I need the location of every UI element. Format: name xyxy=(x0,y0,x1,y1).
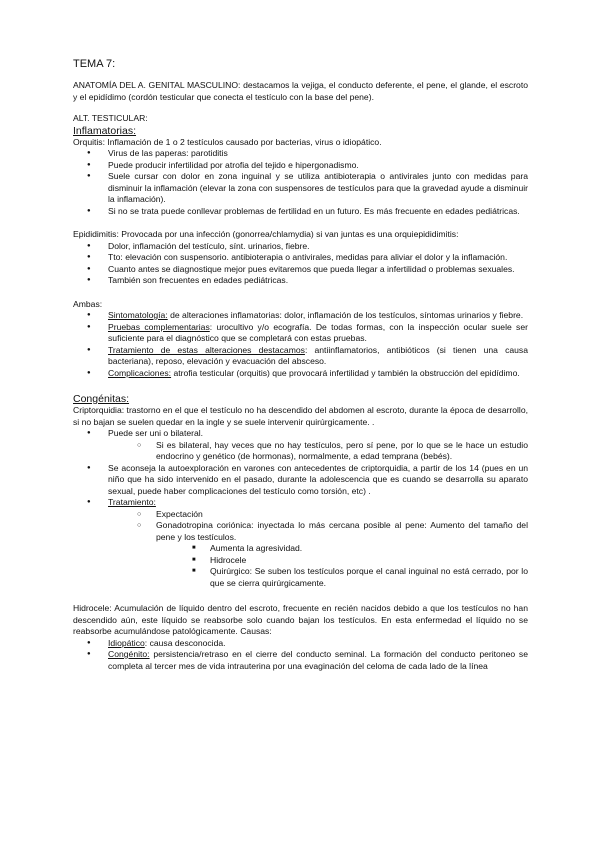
list-item: ● Se aconseja la autoexploración en varones con antecedentes de criptorquidia, a partir de los 14 (pues en un niño que ha sido intervenido en el pasado, durante la adolescencia que es cuando se desarrolla su aparato sexual, puede haber complicaciones del testículo como torsión, etc) . xyxy=(83,463,528,498)
list-item: ● Dolor, inflamación del testículo, sínt. urinarios, fiebre. xyxy=(83,241,528,253)
item-text: Gonadotropina coriónica: inyectada lo más cercana posible al pene: Aumento del tamaño del pene y los testículos. xyxy=(156,520,528,542)
item-label: Pruebas complementarias xyxy=(108,321,210,332)
item-text: de alteraciones inflamatorias: dolor, inflamación de los testículos, síntomas urinarios y fiebre. xyxy=(167,310,524,320)
list-item xyxy=(83,649,528,672)
item-text: : urocultivo y/o ecografía. De todas formas, con la inspección ocular suele ser suficiente para el diagnóstico que se completará con estas pruebas. xyxy=(108,321,528,343)
item-text: : causa desconocida. xyxy=(144,637,226,648)
list-item xyxy=(83,322,528,345)
orquitis-paragraph: Orquitis: Inflamación de 1 o 2 testículos causado por bacterias, virus o idiopático. xyxy=(73,136,382,147)
list-item xyxy=(83,497,528,589)
item-label: Tratamiento de estas alteraciones destacamos xyxy=(108,344,305,355)
item-label: Congénito: xyxy=(108,649,150,659)
sub-sub-list-item: ■ Hidrocele xyxy=(190,555,528,567)
list-item: ● Cuanto antes se diagnostique mejor pues evitaremos que pueda llegar a infertilidad o problemas sexuales. xyxy=(83,264,528,276)
list-item: ● Virus de las paperas: parotiditis xyxy=(83,148,528,160)
item-text: : antiinflamatorios, antibióticos (si tienen una causa bacteriana), reposo, elevación y evacuación del absceso. xyxy=(108,344,529,366)
criptorquidia-paragraph: Criptorquidia: trastorno en el que el testículo no ha descendido del abdomen al escroto, durante la época de desarrollo, si no bajan se suelen quedar en la ingle y se suele intervenir quirúrgicamente. . xyxy=(73,405,528,427)
sub-list xyxy=(134,440,528,463)
orquitis-list xyxy=(83,148,528,217)
list-item xyxy=(83,368,528,380)
item-text: persistencia/retraso en el cierre del conducto seminal. La formación del conducto peritoneo se completa al tercer mes de vida intrauterina por una evaginación del celoma de cada lado de la línea xyxy=(108,649,528,671)
ambas-label: Ambas: xyxy=(73,298,103,309)
document-page xyxy=(73,58,528,672)
subheading-congenitas: Congénitas: xyxy=(73,393,130,405)
item-label: Idiopático xyxy=(108,637,145,648)
section-heading-alt-testicular: ALT. TESTICULAR: xyxy=(73,113,148,123)
criptorquidia-list xyxy=(83,428,528,589)
hidrocele-paragraph: Hidrocele: Acumulación de líquido dentro del escroto, frecuente en recién nacidos debido a que los testículos no han descendido aún, este líquido se reabsorbe solo cuando bajan los testículos. En esta enfermedad el líquido no se reabsorbe acumulándose patológicamente. Causas: xyxy=(73,603,528,636)
epididimitis-list xyxy=(83,241,528,287)
sub-list-item: ○ Expectación xyxy=(134,509,528,521)
item-label: Complicaciones: xyxy=(108,367,172,378)
page-title: TEMA 7: xyxy=(73,58,116,70)
sub-list xyxy=(134,509,528,590)
epididimitis-paragraph: Epididimitis: Provocada por una infección (gonorrea/chlamydia) si van juntas es una orquiepididimitis: xyxy=(73,229,459,239)
item-label: Sintomatología: xyxy=(108,310,168,320)
sub-sub-list xyxy=(190,543,528,589)
item-text: Puede ser uni o bilateral. xyxy=(108,428,204,438)
list-item: ● También son frecuentes en edades pediátricas. xyxy=(83,275,528,287)
list-item xyxy=(83,310,528,322)
list-item: ● Suele cursar con dolor en zona inguinal y se utiliza antibioterapia o antivirales junto con medidas para disminuir la inflamación (elevar la zona con suspensores de testículos para que la gravedad ayude a disminuir la inflamación). xyxy=(83,171,528,206)
list-item: ● Si no se trata puede conllevar problemas de fertilidad en un futuro. Es más frecuente en edades pediátricas. xyxy=(83,206,528,218)
item-text: atrofia testicular (orquitis) que provocará infertilidad y también la obstrucción del epidídimo. xyxy=(171,367,520,378)
intro-paragraph: ANATOMÍA DEL A. GENITAL MASCULINO: destacamos la vejiga, el conducto deferente, el pene, el glande, el escroto y el epidídimo (cordón testicular que conecta el testículo con la base del pene). xyxy=(73,80,528,102)
sub-sub-list-item: ■ Quirúrgico: Se suben los testículos porque el canal inguinal no está cerrado, por lo que se cierra quirúrgicamente. xyxy=(190,566,528,589)
subheading-inflamatorias: Inflamatorias: xyxy=(73,124,137,137)
sub-list-item xyxy=(134,520,528,589)
list-item xyxy=(83,345,528,368)
item-label: Tratamiento: xyxy=(108,497,156,507)
list-item xyxy=(83,428,528,463)
ambas-list xyxy=(83,310,528,379)
list-item: ● Tto: elevación con suspensorio. antibioterapia o antivirales, medidas para aliviar el dolor y la inflamación. xyxy=(83,252,528,264)
list-item: ● Puede producir infertilidad por atrofia del tejido e hipergonadismo. xyxy=(83,160,528,172)
sub-sub-list-item: ■ Aumenta la agresividad. xyxy=(190,543,528,555)
list-item xyxy=(83,638,528,650)
sub-list-item: ○ Si es bilateral, hay veces que no hay testículos, pero sí pene, por lo que se le hace un estudio endocrino y genético (de hormonas), normalmente, a edad temprana (bebés). xyxy=(134,440,528,463)
hidrocele-list xyxy=(83,638,528,673)
